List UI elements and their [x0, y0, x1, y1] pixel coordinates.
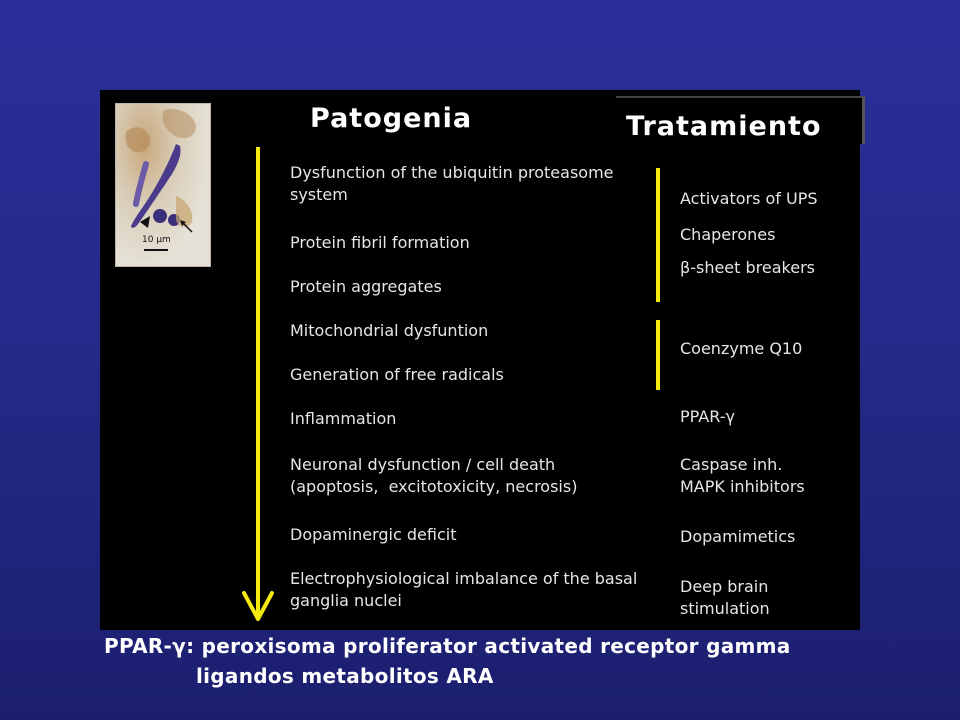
step-dopaminergic-deficit: Dopaminergic deficit [290, 525, 457, 544]
treatment-ups-activators: Activators of UPS [680, 189, 818, 208]
bracket-mitochondrial-group [656, 320, 660, 390]
treatment-caspase-mapk: Caspase inh. MAPK inhibitors [680, 455, 805, 496]
footnote-line-1: PPAR-γ: peroxisoma proliferator activated receptor gamma [104, 634, 791, 658]
downward-arrow-icon [240, 145, 276, 625]
treatment-title: Tratamiento [626, 111, 822, 142]
scale-label: 10 µm [142, 235, 171, 245]
step-free-radicals: Generation of free radicals [290, 365, 504, 384]
bracket-protein-group [656, 168, 660, 302]
treatment-chaperones: Chaperones [680, 225, 776, 244]
treatment-beta-sheet-breakers: β-sheet breakers [680, 258, 815, 277]
footnote-line-2: ligandos metabolitos ARA [196, 664, 494, 688]
treatment-coenzyme-q10: Coenzyme Q10 [680, 339, 803, 358]
step-ups-dysfunction: Dysfunction of the ubiquitin proteasome system [290, 163, 614, 204]
treatment-ppar-gamma: PPAR-γ [680, 407, 735, 426]
treatment-dopamimetics: Dopamimetics [680, 527, 796, 546]
step-neuronal-dysfunction: Neuronal dysfunction / cell death (apoptosis, excitotoxicity, necrosis) [290, 455, 578, 496]
step-fibril-formation: Protein fibril formation [290, 233, 470, 252]
pathogenesis-title: Patogenia [310, 103, 473, 134]
micrograph-image [115, 103, 211, 267]
step-mitochondrial-dysfunction: Mitochondrial dysfuntion [290, 321, 489, 340]
step-inflammation: Inflammation [290, 409, 397, 428]
step-electrophysiological-imbalance: Electrophysiological imbalance of the basal ganglia nuclei [290, 569, 638, 610]
treatment-deep-brain-stimulation: Deep brain stimulation [680, 577, 770, 618]
step-protein-aggregates: Protein aggregates [290, 277, 442, 296]
